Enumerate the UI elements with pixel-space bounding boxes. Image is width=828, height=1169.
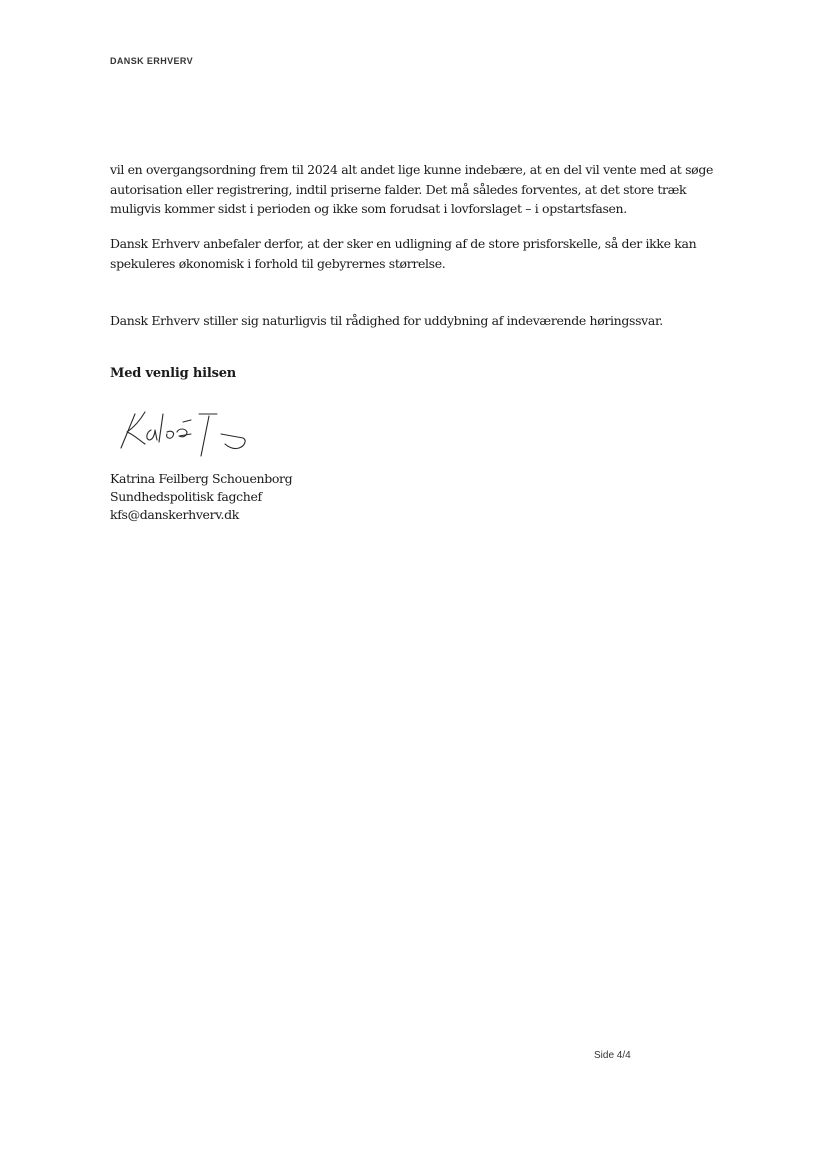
paragraph-recommendation: Dansk Erhverv anbefaler derfor, at der sker en udligning af de store prisforskelle, så der ikke kan spekuleres økonomisk i forhold til gebyrernes størrelse.: [110, 236, 697, 271]
paragraph-availability: Dansk Erhverv stiller sig naturligvis til rådighed for uddybning af indeværende høringssvar.: [110, 313, 663, 328]
handwritten-signature: [115, 404, 255, 462]
page-number: Side 4/4: [594, 1050, 631, 1061]
signer-title: Sundhedspolitisk fagchef: [110, 489, 262, 504]
signature-block: [110, 470, 292, 524]
signer-name: Katrina Feilberg Schouenborg: [110, 471, 293, 486]
closing-greeting: Med venlig hilsen: [110, 366, 237, 381]
signer-email: kfs@danskerhverv.dk: [110, 507, 239, 522]
paragraph-transition-scheme: vil en overgangsordning frem til 2024 alt andet lige kunne indebære, at en del vil vente med at søge autorisation eller registrering, indtil priserne falder. Det må således forventes, at det store træk muligvis kommer sidst i perioden og ikke som forudsat i lovforslaget – i opstartsfasen.: [110, 162, 714, 216]
header-organization: DANSK ERHVERV: [110, 56, 194, 66]
